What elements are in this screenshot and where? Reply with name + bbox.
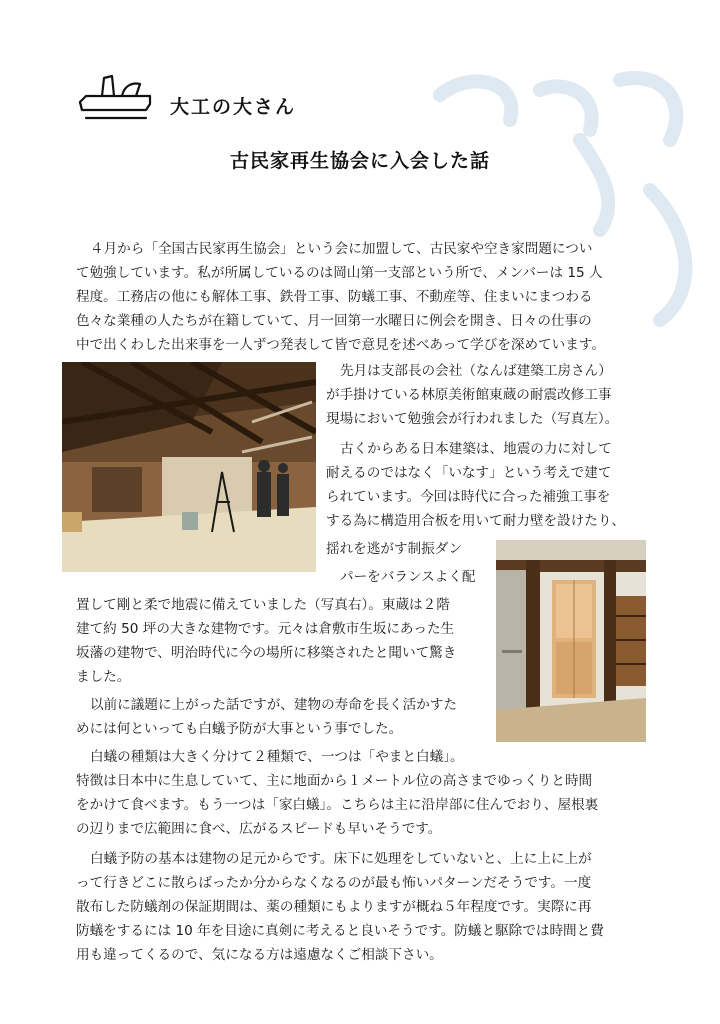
body-line: 古くからある日本建築は、地震の力に対して: [340, 441, 612, 457]
damper-wall-photo: [496, 540, 646, 742]
body-line: 中で出くわした出来事を一人ずつ発表して皆で意見を述べあって学びを深めています。: [76, 337, 605, 353]
body-line: 用も違ってくるので、気になる方は遠慮なくご相談下さい。: [76, 947, 443, 963]
body-line: 色々な業種の人たちが在籍していて、月一回第一水曜日に例会を開き、日々の仕事の: [76, 313, 592, 329]
carpenter-plane-icon: [76, 70, 156, 126]
body-line: て勉強しています。私が所属しているのは岡山第一支部という所で、メンバーは 15 人: [76, 265, 603, 281]
body-line: する為に構造用合板を用いて耐力壁を設けたり、: [326, 513, 626, 529]
column-header-label: 大工の大さん: [170, 96, 297, 118]
body-line: 特徴は日本中に生息していて、主に地面から１メートル位の高さまでゆっくりと時間: [76, 773, 593, 789]
body-line: 防蟻をするには 10 年を目途に真剣に考えると良いそうです。防蟻と駆除では時間と費: [76, 923, 604, 939]
storehouse-interior-photo: [62, 362, 316, 572]
body-line: 以前に議題に上がった話ですが、建物の寿命を長く活かすた: [90, 697, 458, 713]
body-line: 揺れを逃がす制振ダン: [326, 541, 463, 557]
body-line: 坂藩の建物で、明治時代に今の場所に移築されたと聞いて驚き: [76, 645, 457, 661]
body-line: 白蟻の種類は大きく分けて２種類で、一つは「やまと白蟻」。: [90, 749, 464, 765]
body-line: 耐えるのではなく「いなす」という考えで建て: [326, 465, 612, 481]
body-line: めには何といっても白蟻予防が大事という事でした。: [76, 721, 403, 737]
body-line: って行きどこに散らばったか分からなくなるのが最も怖いパターンだそうです。一度: [76, 875, 592, 891]
body-line: ました。: [76, 669, 131, 685]
body-line: ４月から「全国古民家再生協会」という会に加盟して、古民家や空き家問題につい: [90, 241, 593, 257]
body-line: をかけて食べます。もう一つは「家白蟻」。こちらは主に沿岸部に住んでおり、屋根裏: [76, 797, 599, 813]
body-line: 散布した防蟻剤の保証期間は、薬の種類にもよりますが概ね５年程度です。実際に再: [76, 899, 592, 915]
body-line: の辺りまで広範囲に食べ、広がるスピードも早いそうです。: [76, 821, 442, 837]
body-line: られています。今回は時代に合った補強工事を: [326, 489, 611, 505]
body-line: 建て約 50 坪の大きな建物です。元々は倉敷市生坂にあった生: [76, 621, 455, 637]
body-line: 置して剛と柔で地震に備えていました（写真右）。東蔵は２階: [76, 597, 450, 613]
body-line: パーをバランスよく配: [340, 569, 476, 585]
body-line: 程度。工務店の他にも解体工事、鉄骨工事、防蟻工事、不動産等、住まいにまつわる: [76, 289, 593, 305]
body-line: 現場において勉強会が行われました（写真左）。: [326, 411, 619, 427]
body-line: が手掛けている林原美術館東蔵の耐震改修工事: [326, 387, 612, 403]
body-line: 先月は支部長の会社（なんば建築工房さん）: [340, 363, 612, 379]
body-line: 白蟻予防の基本は建物の足元からです。床下に処理をしていないと、上に上に上が: [90, 851, 592, 867]
article-title: 古民家再生協会に入会した話: [229, 150, 490, 172]
